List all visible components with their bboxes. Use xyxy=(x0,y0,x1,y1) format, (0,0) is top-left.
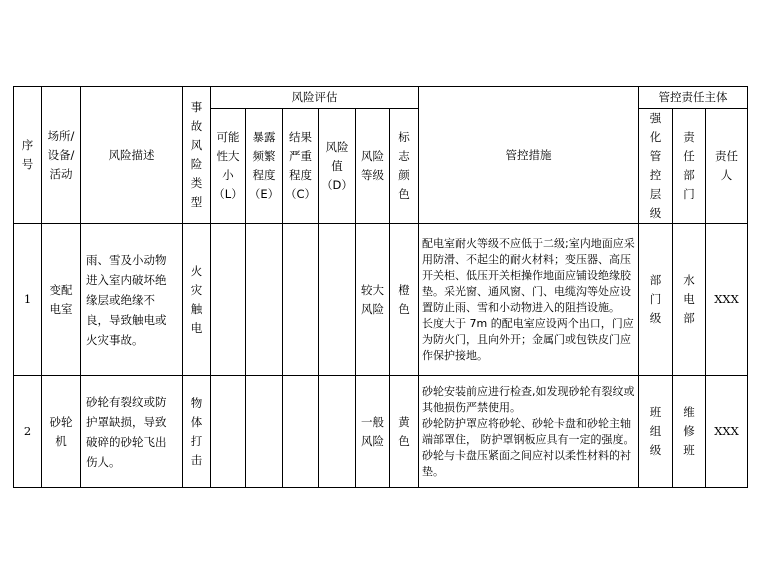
control-measure-line: 砂轮与卡盘压紧面之间应衬以柔性材料的衬垫。 xyxy=(422,448,632,478)
row-seq: 1 xyxy=(14,224,42,376)
row-risk-level: 较大 风险 xyxy=(356,224,390,376)
risk-assessment-table xyxy=(13,86,748,488)
row-likelihood xyxy=(211,224,246,376)
control-measure-line: 长度大于 7m 的配电室应设两个出口，门应为防火门，且向外开；金属门或包铁皮门应作保护接地。 xyxy=(422,316,634,362)
header-control-measures: 管控措施 xyxy=(419,87,639,224)
header-row-top xyxy=(14,87,748,109)
row-risk-level: 一般 风险 xyxy=(356,376,390,488)
header-responsible-group: 管控责任主体 xyxy=(639,87,748,109)
row-strengthen-level: 班 组 级 xyxy=(639,376,673,488)
header-consequence: 结果 严重 程度 （C） xyxy=(283,109,319,224)
control-measure-line: 配电室耐火等级不应低于二级;室内地面应采用防滑、不起尘的耐火材料；变压器、高压开关柜、低压开关柜操作地面应铺设绝缘胶垫。采光窗、通风窗、门、电缆沟等处应设置防止雨、雪和小动物进入的阻挡设施。 xyxy=(422,236,635,314)
header-accident-type: 事 故 风 险 类 型 xyxy=(183,87,211,224)
row-place: 砂轮 机 xyxy=(42,376,81,488)
header-exposure: 暴露 频繁 程度 （E） xyxy=(246,109,283,224)
header-likelihood: 可能 性大 小 （L） xyxy=(211,109,246,224)
row-control-measures xyxy=(419,224,639,376)
header-resp-person: 责任 人 xyxy=(706,109,748,224)
header-color-sign: 标 志 颜 色 xyxy=(390,109,419,224)
row-exposure xyxy=(246,376,283,488)
header-risk-desc: 风险描述 xyxy=(81,87,183,224)
row-risk-desc: 雨、雪及小动物进入室内破坏绝缘层或绝缘不良，导致触电或火灾事故。 xyxy=(81,224,183,376)
row-strengthen-level: 部 门 级 xyxy=(639,224,673,376)
row-resp-person: XXX xyxy=(706,376,748,488)
row-likelihood xyxy=(211,376,246,488)
header-place: 场所/设备/活动 xyxy=(42,87,81,224)
row-accident-type: 物 体 打 击 xyxy=(183,376,211,488)
row-consequence xyxy=(283,224,319,376)
row-resp-dept: 维 修 班 xyxy=(673,376,706,488)
header-risk-value: 风险 值 （D） xyxy=(319,109,356,224)
row-risk-value xyxy=(319,376,356,488)
header-seq: 序 号 xyxy=(14,87,42,224)
row-risk-value xyxy=(319,224,356,376)
header-risk-level: 风险 等级 xyxy=(356,109,390,224)
row-resp-dept: 水 电 部 xyxy=(673,224,706,376)
row-risk-desc: 砂轮有裂纹或防护罩缺损，导致破碎的砂轮飞出伤人。 xyxy=(81,376,183,488)
header-resp-dept: 责 任 部 门 xyxy=(673,109,706,224)
table-row xyxy=(14,224,748,376)
header-risk-eval-group: 风险评估 xyxy=(211,87,419,109)
row-place: 变配 电室 xyxy=(42,224,81,376)
row-consequence xyxy=(283,376,319,488)
row-control-measures xyxy=(419,376,639,488)
row-seq: 2 xyxy=(14,376,42,488)
row-accident-type: 火 灾 触 电 xyxy=(183,224,211,376)
row-color-sign: 橙 色 xyxy=(390,224,419,376)
table-row xyxy=(14,376,748,488)
control-measure-line: 砂轮安装前应进行检查,如发现砂轮有裂纹或其他损伤严禁使用。 xyxy=(422,384,635,414)
control-measure-line: 砂轮防护罩应将砂轮、砂轮卡盘和砂轮主轴端部罩住， 防护罩钢板应具有一定的强度。 xyxy=(422,416,635,446)
row-exposure xyxy=(246,224,283,376)
row-color-sign: 黄 色 xyxy=(390,376,419,488)
header-strengthen-level: 强 化 管 控 层 级 xyxy=(639,109,673,224)
row-resp-person: XXX xyxy=(706,224,748,376)
